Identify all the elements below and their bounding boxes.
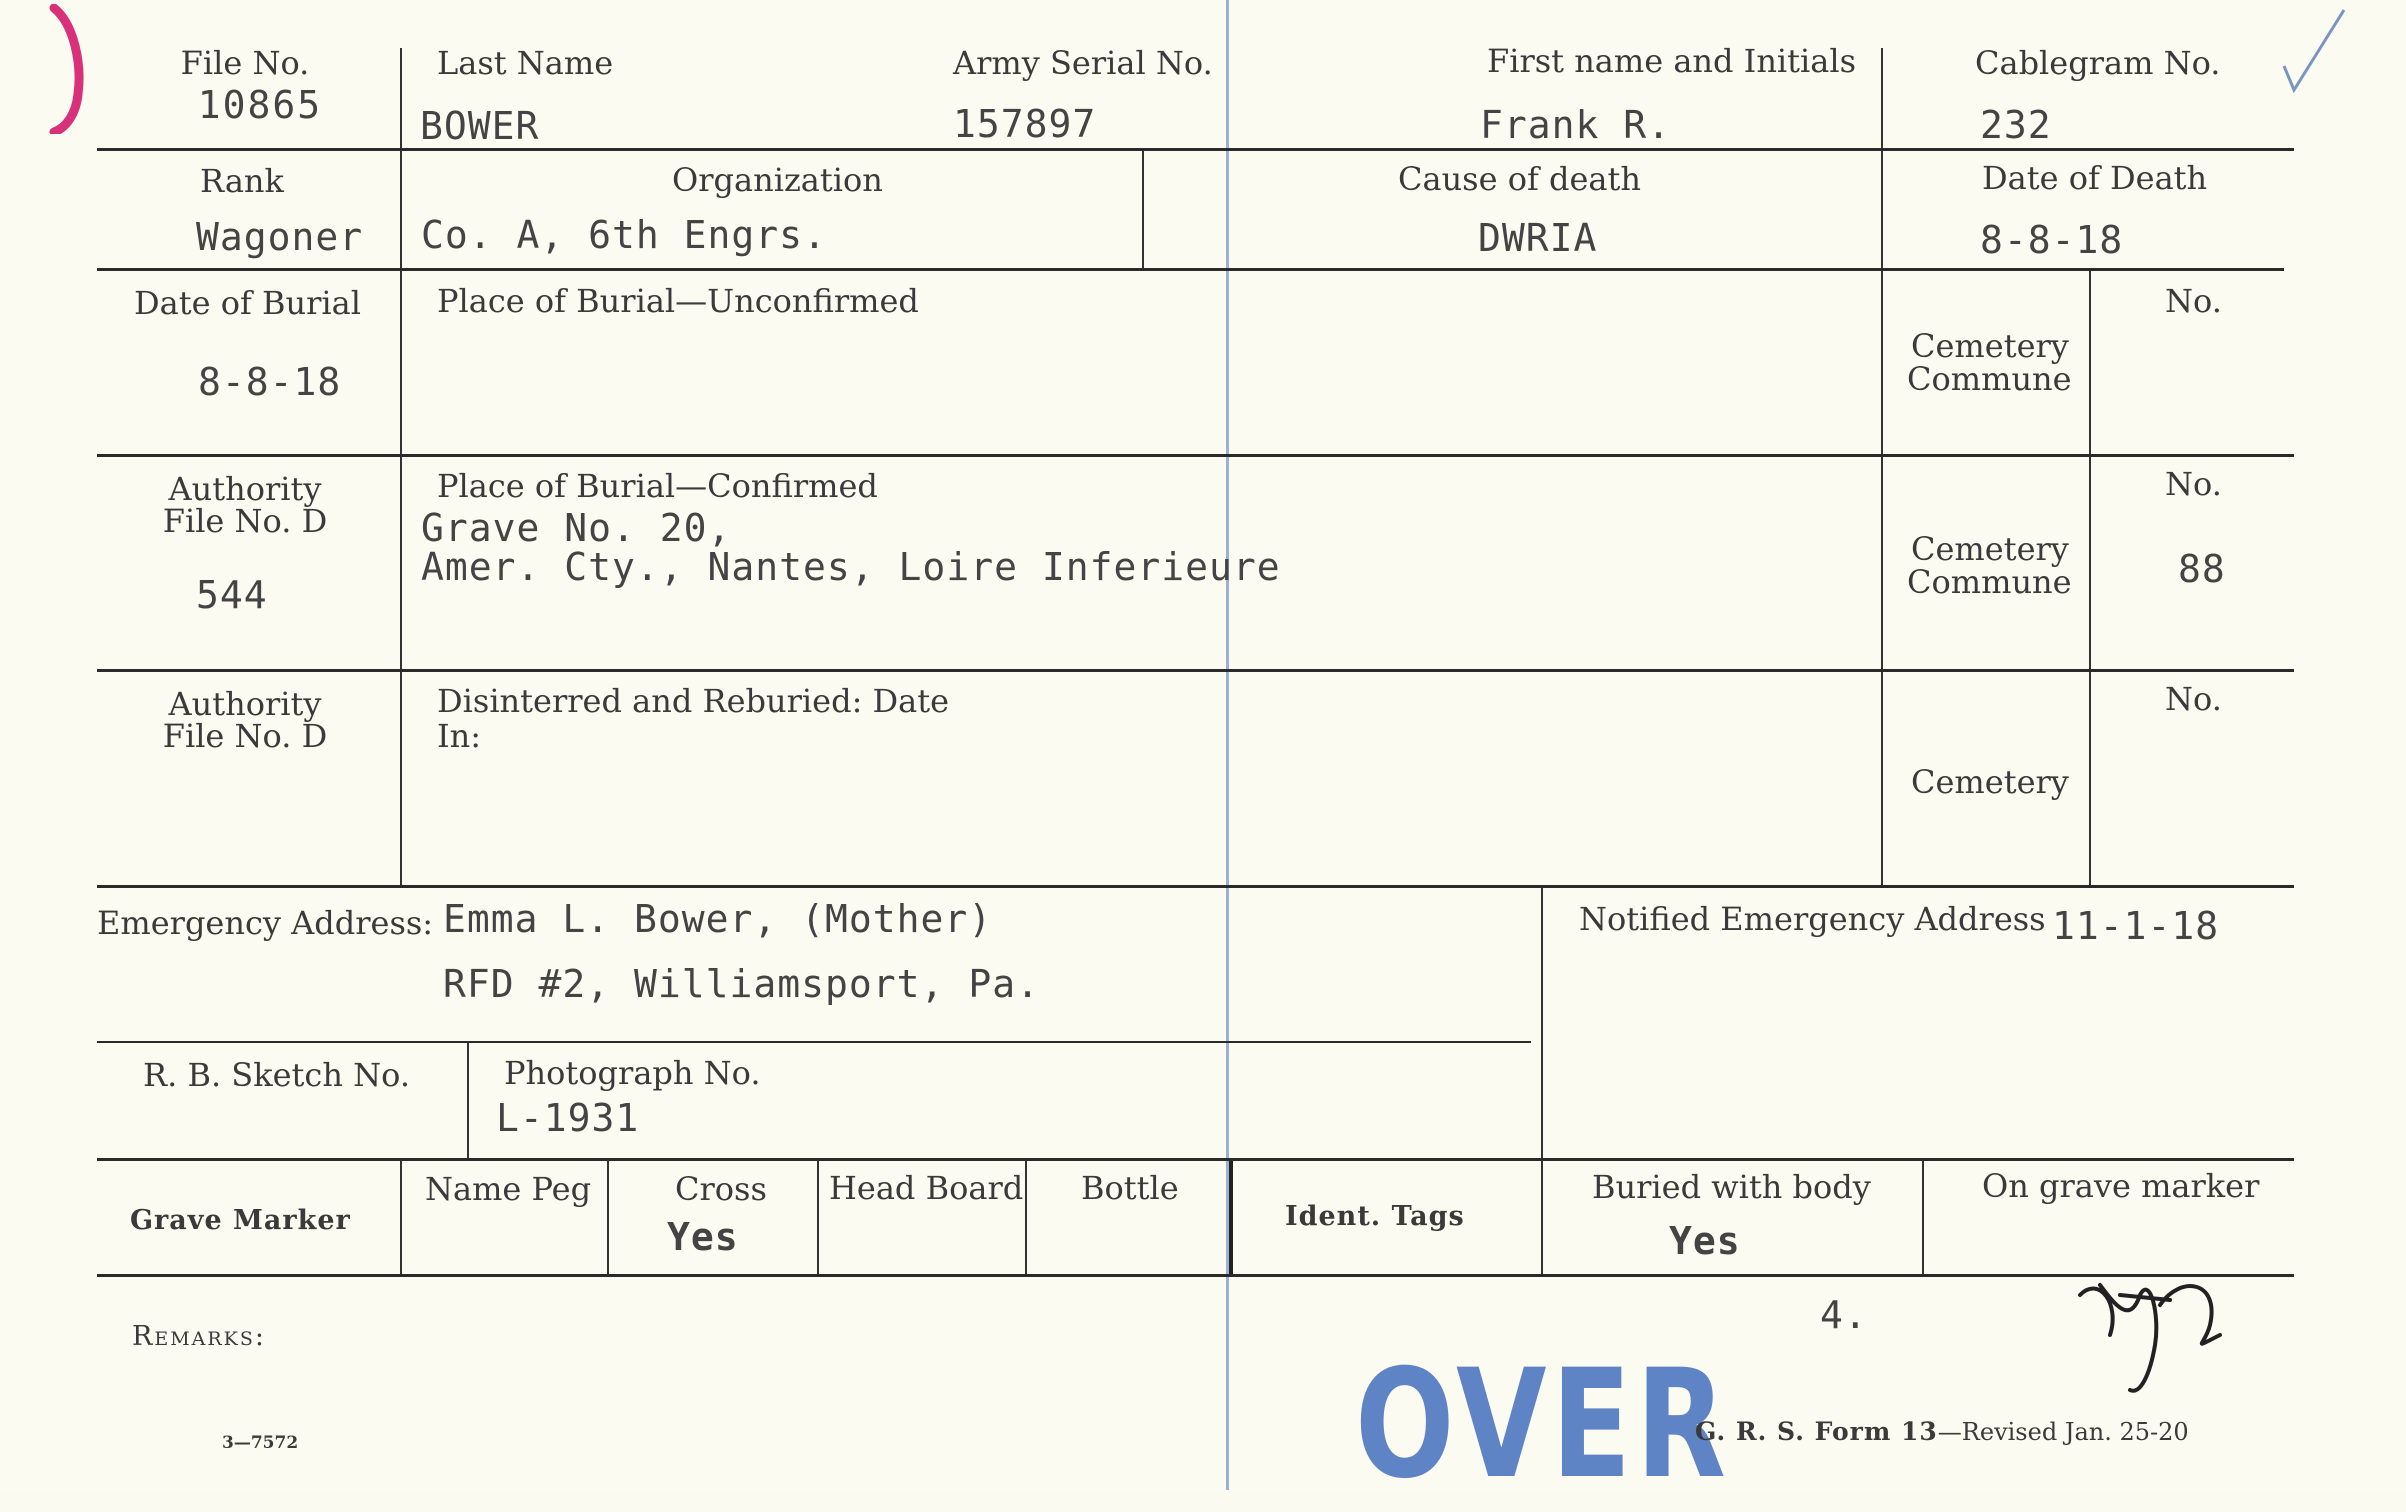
name-peg-label: Name Peg [425, 1170, 592, 1208]
place-unconfirmed-label: Place of Burial—Unconfirmed [437, 282, 919, 320]
emergency-address-line1: Emma L. Bower, (Mother) [443, 897, 993, 941]
no-label: No. [2165, 282, 2222, 320]
authority-label: Authority [168, 470, 322, 508]
cemetery-label: Cemetery [1911, 530, 2069, 568]
emergency-address-line2: RFD #2, Williamsport, Pa. [443, 962, 1040, 1006]
authority-label: Authority [168, 685, 322, 723]
over-stamp: OVER [1355, 1338, 1731, 1512]
cross-value: Yes [667, 1215, 739, 1259]
reburied-in-label: In: [437, 717, 482, 755]
first-name-label: First name and Initials [1487, 42, 1856, 80]
date-of-burial-label: Date of Burial [134, 284, 361, 322]
authority-file-label: File No. D [162, 717, 328, 755]
rank-label: Rank [200, 162, 284, 200]
cablegram-value: 232 [1980, 103, 2052, 147]
place-confirmed-label: Place of Burial—Confirmed [437, 467, 878, 505]
page-number: 4. [1820, 1293, 1868, 1337]
serial-value: 157897 [953, 102, 1097, 146]
photograph-value: L-1931 [496, 1096, 640, 1140]
place-confirmed-line1: Grave No. 20, [421, 506, 732, 550]
form-footer [1695, 1419, 2189, 1444]
first-name-value: Frank R. [1480, 103, 1672, 147]
check-mark-icon [2280, 6, 2350, 96]
organization-value: Co. A, 6th Engrs. [421, 213, 827, 257]
emergency-address-label: Emergency Address: [97, 904, 434, 942]
buried-with-body-label: Buried with body [1592, 1168, 1871, 1206]
serial-label: Army Serial No. [953, 44, 1213, 82]
last-name-value: BOWER [420, 104, 540, 148]
on-grave-marker-label: On grave marker [1982, 1167, 2260, 1205]
grave-marker-label: Grave Marker [130, 1205, 351, 1236]
remarks-label: Remarks: [132, 1321, 266, 1352]
notified-date: 11-1-18 [2052, 904, 2220, 948]
cemetery-label: Cemetery [1911, 327, 2069, 365]
disinterred-label: Disinterred and Reburied: Date [437, 682, 950, 720]
form-name: G. R. S. Form 13 [1695, 1417, 1938, 1446]
cemetery-label: Cemetery [1911, 763, 2069, 801]
cross-label: Cross [675, 1170, 767, 1208]
no-label: No. [2165, 465, 2222, 503]
pink-bracket-mark [44, 4, 92, 134]
no-value: 88 [2178, 547, 2226, 591]
head-board-label: Head Board [829, 1169, 1024, 1207]
sketch-label: R. B. Sketch No. [143, 1056, 410, 1094]
rank-value: Wagoner [196, 215, 364, 259]
cablegram-label: Cablegram No. [1975, 44, 2221, 82]
last-name-label: Last Name [437, 44, 614, 82]
place-confirmed-line2: Amer. Cty., Nantes, Loire Inferieure [421, 545, 1281, 589]
no-label: No. [2165, 680, 2222, 718]
form-revised: —Revised Jan. 25-20 [1937, 1418, 2189, 1446]
ident-tags-label: Ident. Tags [1285, 1201, 1465, 1232]
photograph-label: Photograph No. [504, 1054, 761, 1092]
cause-of-death-value: DWRIA [1478, 216, 1598, 260]
date-of-burial-value: 8-8-18 [198, 360, 342, 404]
authority-file-label: File No. D [162, 502, 328, 540]
authority-file-value: 544 [196, 573, 268, 617]
notified-label: Notified Emergency Address [1579, 900, 2046, 938]
buried-with-body-value: Yes [1669, 1219, 1741, 1263]
bottle-label: Bottle [1081, 1169, 1179, 1207]
file-no-label: File No. [180, 44, 310, 82]
date-of-death-value: 8-8-18 [1980, 218, 2124, 262]
cause-of-death-label: Cause of death [1398, 160, 1641, 198]
organization-label: Organization [672, 161, 883, 199]
file-no-value: 10865 [197, 83, 323, 127]
date-of-death-label: Date of Death [1982, 159, 2208, 197]
signature-initials [2070, 1265, 2240, 1405]
commune-label: Commune [1907, 360, 2072, 398]
form-code: 3—7572 [222, 1433, 299, 1453]
commune-label: Commune [1907, 563, 2072, 601]
